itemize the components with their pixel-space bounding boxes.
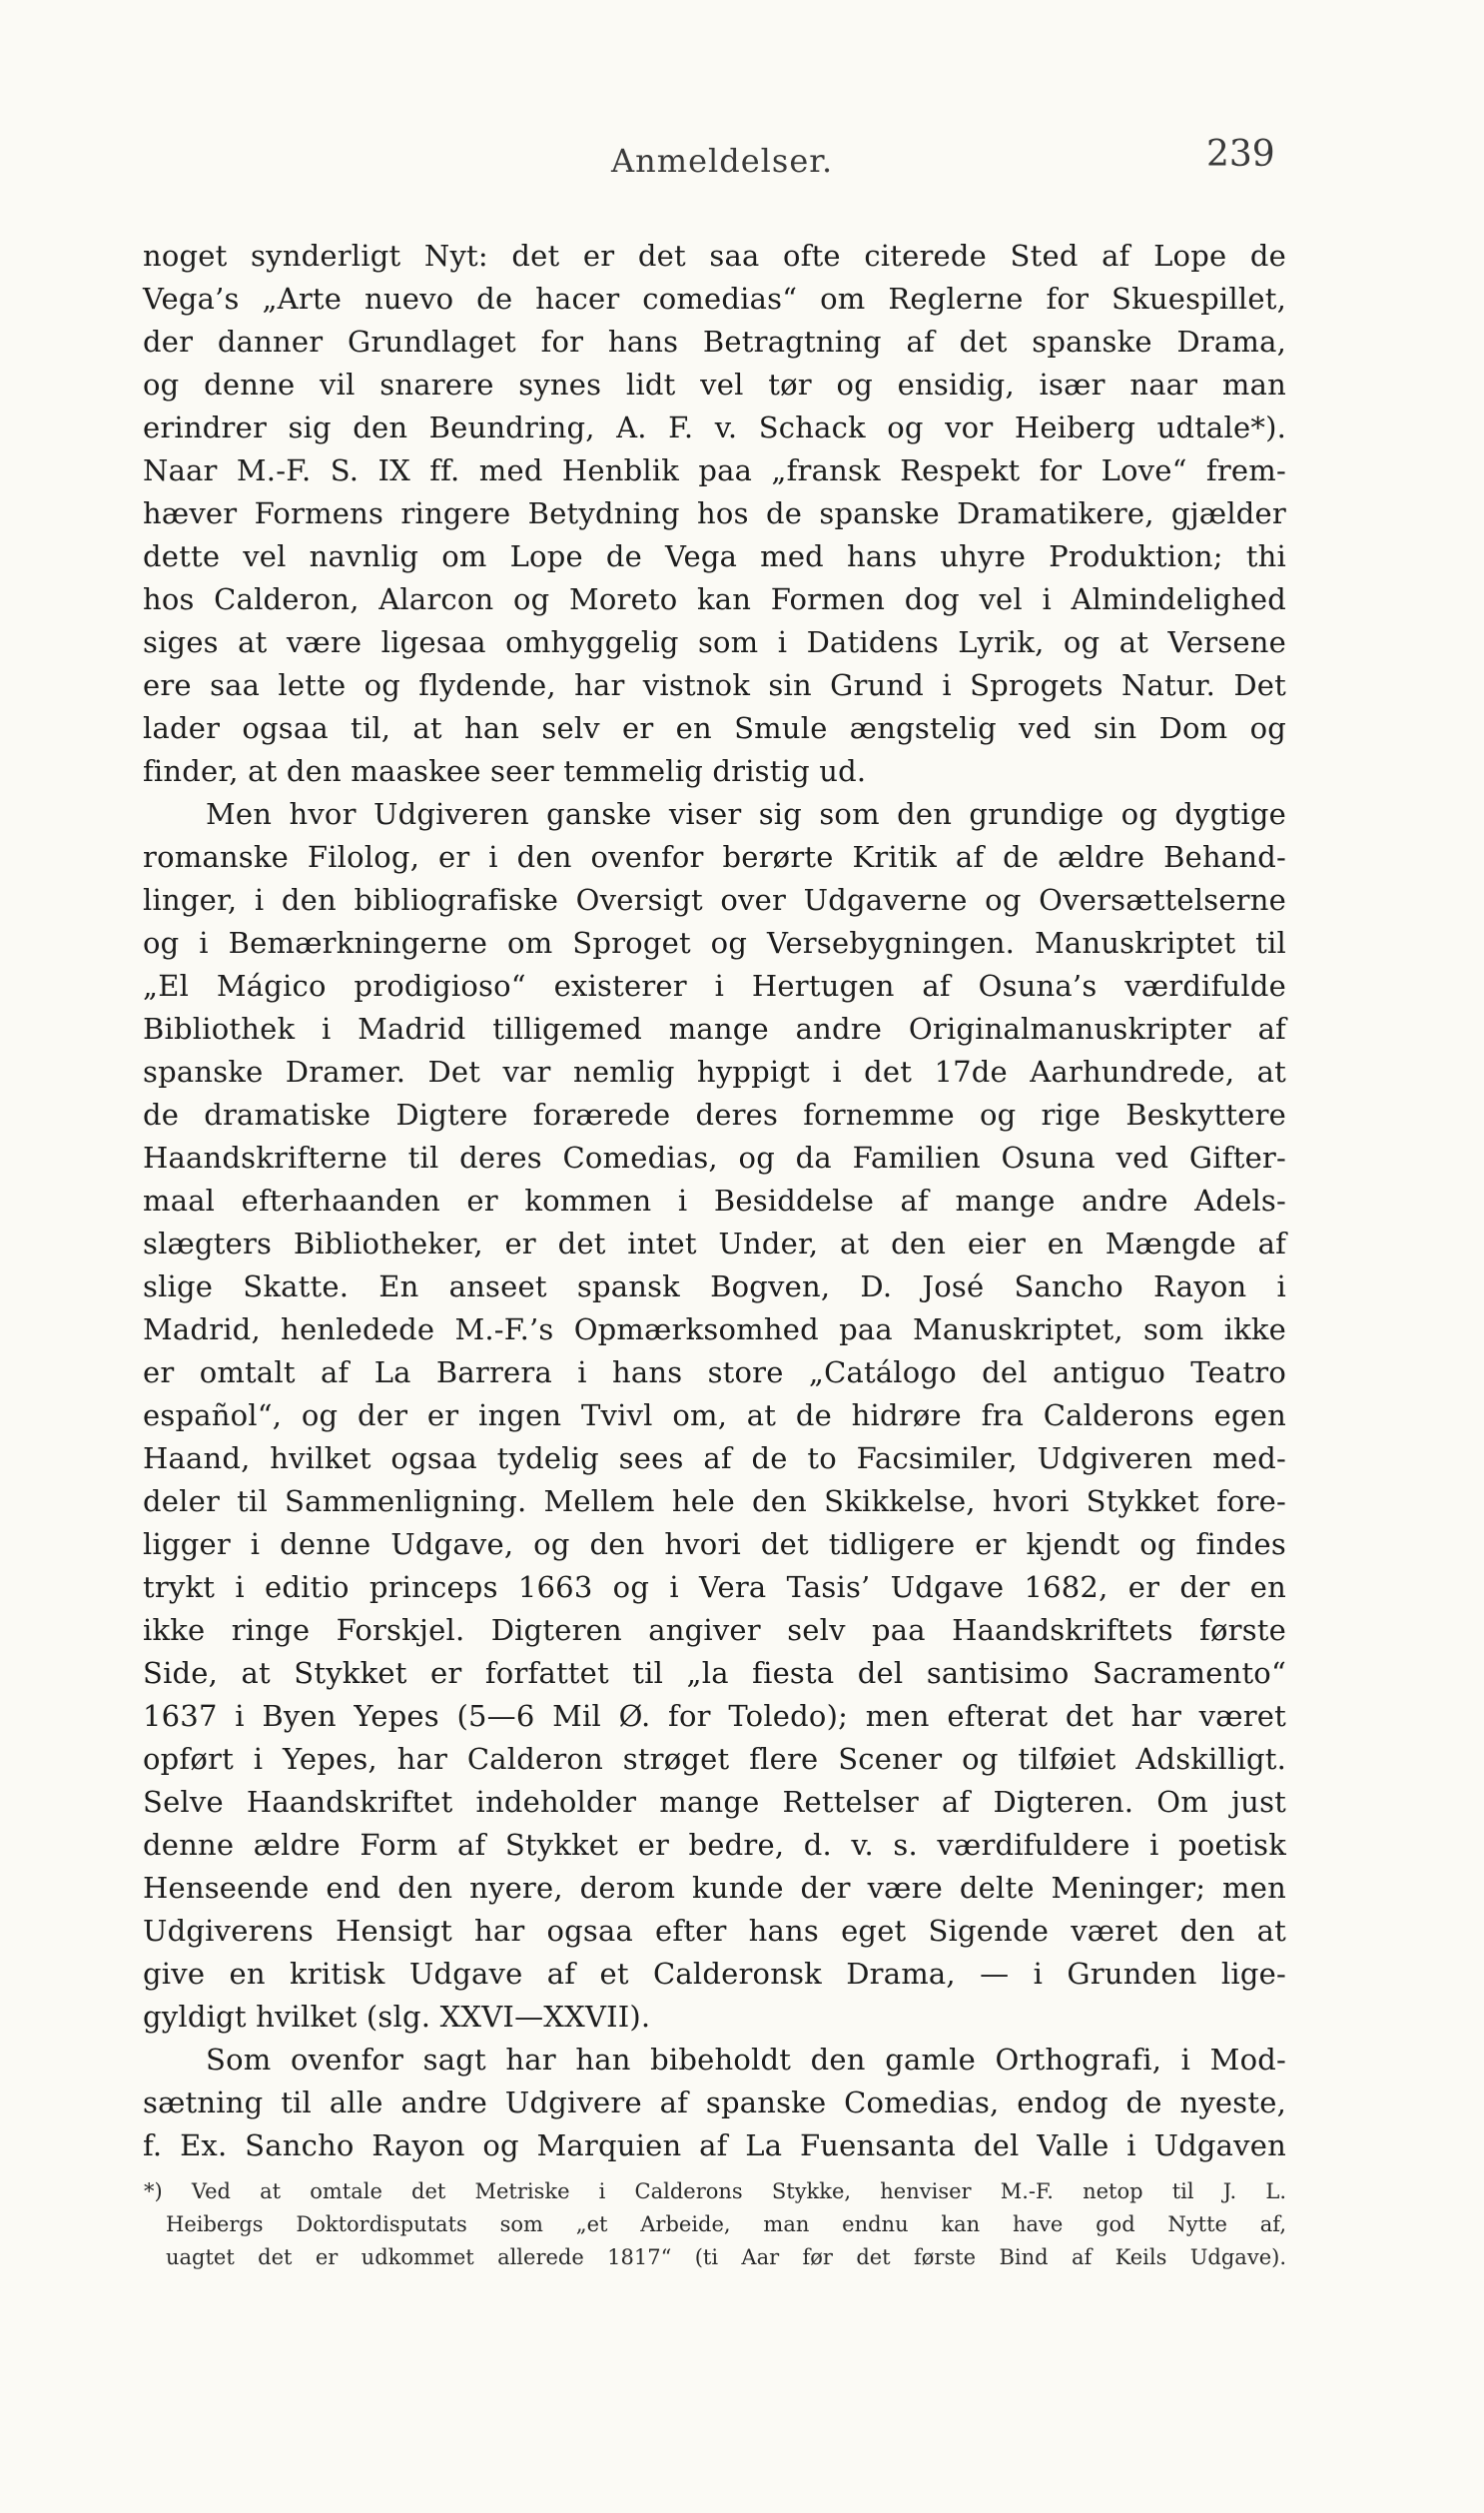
text-line: Vega’s „Arte nuevo de hacer comedias“ om Reglerne for Skuespillet, (143, 282, 1286, 316)
footnote-line: uagtet det er udkommet allerede 1817“ (ti Aar før det første Bind af Keils Udgave). (166, 2245, 1286, 2269)
text-line: opført i Yepes, har Calderon strøget flere Scener og tilføiet Adskilligt. (143, 1742, 1286, 1776)
running-head: Anmeldelser. (611, 142, 834, 180)
text-line: Madrid, henledede M.-F.’s Opmærksomhed paa Manuskriptet, som ikke (143, 1312, 1286, 1346)
text-line: de dramatiske Digtere forærede deres fornemme og rige Beskyttere (143, 1098, 1286, 1132)
text-line: erindrer sig den Beundring, A. F. v. Schack og vor Heiberg udtale*). (143, 411, 1286, 444)
text-line: spanske Dramer. Det var nemlig hyppigt i det 17de Aarhundrede, at (143, 1055, 1286, 1089)
footnote (144, 2175, 1286, 2274)
text-line: Naar M.-F. S. IX ff. med Henblik paa „fransk Respekt for Love“ frem- (143, 453, 1286, 487)
text-line: f. Ex. Sancho Rayon og Marquien af La Fuensanta del Valle i Udgaven (143, 2128, 1286, 2162)
text-line: Udgiverens Hensigt har ogsaa efter hans eget Sigende været den at (143, 1914, 1286, 1948)
text-line: er omtalt af La Barrera i hans store „Catálogo del antiguo Teatro (143, 1355, 1286, 1389)
text-line: denne ældre Form af Stykket er bedre, d. v. s. værdifuldere i poetisk (143, 1828, 1286, 1862)
text-line: Side, at Stykket er forfattet til „la fiesta del santisimo Sacramento“ (143, 1656, 1286, 1690)
text-line: español“, og der er ingen Tvivl om, at de hidrøre fra Calderons egen (143, 1398, 1286, 1432)
text-line: „El Mágico prodigioso“ existerer i Hertugen af Osuna’s værdifulde (143, 969, 1286, 1003)
body-text (143, 235, 1286, 2167)
text-line: romanske Filolog, er i den ovenfor berørte Kritik af de ældre Behand- (143, 840, 1286, 874)
text-line: Haand, hvilket ogsaa tydelig sees af de to Facsimiler, Udgiveren med- (143, 1441, 1286, 1475)
text-line: sætning til alle andre Udgivere af spanske Comedias, endog de nyeste, (143, 2086, 1286, 2119)
footnote-line: *) Ved at omtale det Metriske i Calderons Stykke, henviser M.-F. netop til J. L. (144, 2179, 1286, 2203)
footnote-line: Heibergs Doktordisputats som „et Arbeide, man endnu kan have god Nytte af, (166, 2212, 1286, 2236)
text-line: hos Calderon, Alarcon og Moreto kan Formen dog vel i Almindelighed (143, 582, 1286, 616)
text-line: Som ovenfor sagt har han bibeholdt den gamle Orthografi, i Mod- (206, 2043, 1286, 2077)
text-line: og denne vil snarere synes lidt vel tør og ensidig, især naar man (143, 368, 1286, 402)
text-line: der danner Grundlaget for hans Betragtning af det spanske Drama, (143, 325, 1286, 359)
text-line: linger, i den bibliografiske Oversigt over Udgaverne og Oversættelserne (143, 883, 1286, 917)
text-line: give en kritisk Udgave af et Calderonsk Drama, — i Grunden lige- (143, 1957, 1286, 1991)
text-line: ere saa lette og flydende, har vistnok sin Grund i Sprogets Natur. Det (143, 668, 1286, 702)
text-line: Men hvor Udgiveren ganske viser sig som den grundige og dygtige (206, 797, 1286, 831)
text-line: lader ogsaa til, at han selv er en Smule ængstelig ved sin Dom og (143, 711, 1286, 745)
text-line: Selve Haandskriftet indeholder mange Rettelser af Digteren. Om just (143, 1785, 1286, 1819)
text-line: Bibliothek i Madrid tilligemed mange andre Originalmanuskripter af (143, 1012, 1286, 1046)
text-line: ikke ringe Forskjel. Digteren angiver selv paa Haandskriftets første (143, 1613, 1286, 1647)
text-line: trykt i editio princeps 1663 og i Vera Tasis’ Udgave 1682, er der en (143, 1570, 1286, 1604)
text-line: og i Bemærkningerne om Sproget og Versebygningen. Manuskriptet til (143, 926, 1286, 960)
text-line: finder, at den maaskee seer temmelig dristig ud. (143, 754, 867, 788)
text-line: 1637 i Byen Yepes (5—6 Mil Ø. for Toledo); men efterat det har været (143, 1699, 1286, 1733)
text-line: slige Skatte. En anseet spansk Bogven, D. José Sancho Rayon i (143, 1269, 1286, 1303)
text-line: slægters Bibliotheker, er det intet Under, at den eier en Mængde af (143, 1227, 1286, 1260)
text-line: hæver Formens ringere Betydning hos de spanske Dramatikere, gjælder (143, 496, 1286, 530)
text-line: gyldigt hvilket (slg. XXVI—XXVII). (143, 2000, 651, 2034)
text-line: siges at være ligesaa omhyggelig som i Datidens Lyrik, og at Versene (143, 625, 1286, 659)
text-line: dette vel navnlig om Lope de Vega med hans uhyre Produktion; thi (143, 539, 1286, 573)
text-line: Henseende end den nyere, derom kunde der være delte Meninger; men (143, 1871, 1286, 1905)
text-line: Haandskrifterne til deres Comedias, og da Familien Osuna ved Gifter- (143, 1141, 1286, 1175)
text-line: deler til Sammenligning. Mellem hele den Skikkelse, hvori Stykket fore- (143, 1484, 1286, 1518)
text-line: ligger i denne Udgave, og den hvori det tidligere er kjendt og findes (143, 1527, 1286, 1561)
text-line: maal efterhaanden er kommen i Besiddelse af mange andre Adels- (143, 1184, 1286, 1218)
page-number: 239 (1206, 134, 1275, 175)
text-line: noget synderligt Nyt: det er det saa ofte citerede Sted af Lope de (143, 239, 1286, 273)
